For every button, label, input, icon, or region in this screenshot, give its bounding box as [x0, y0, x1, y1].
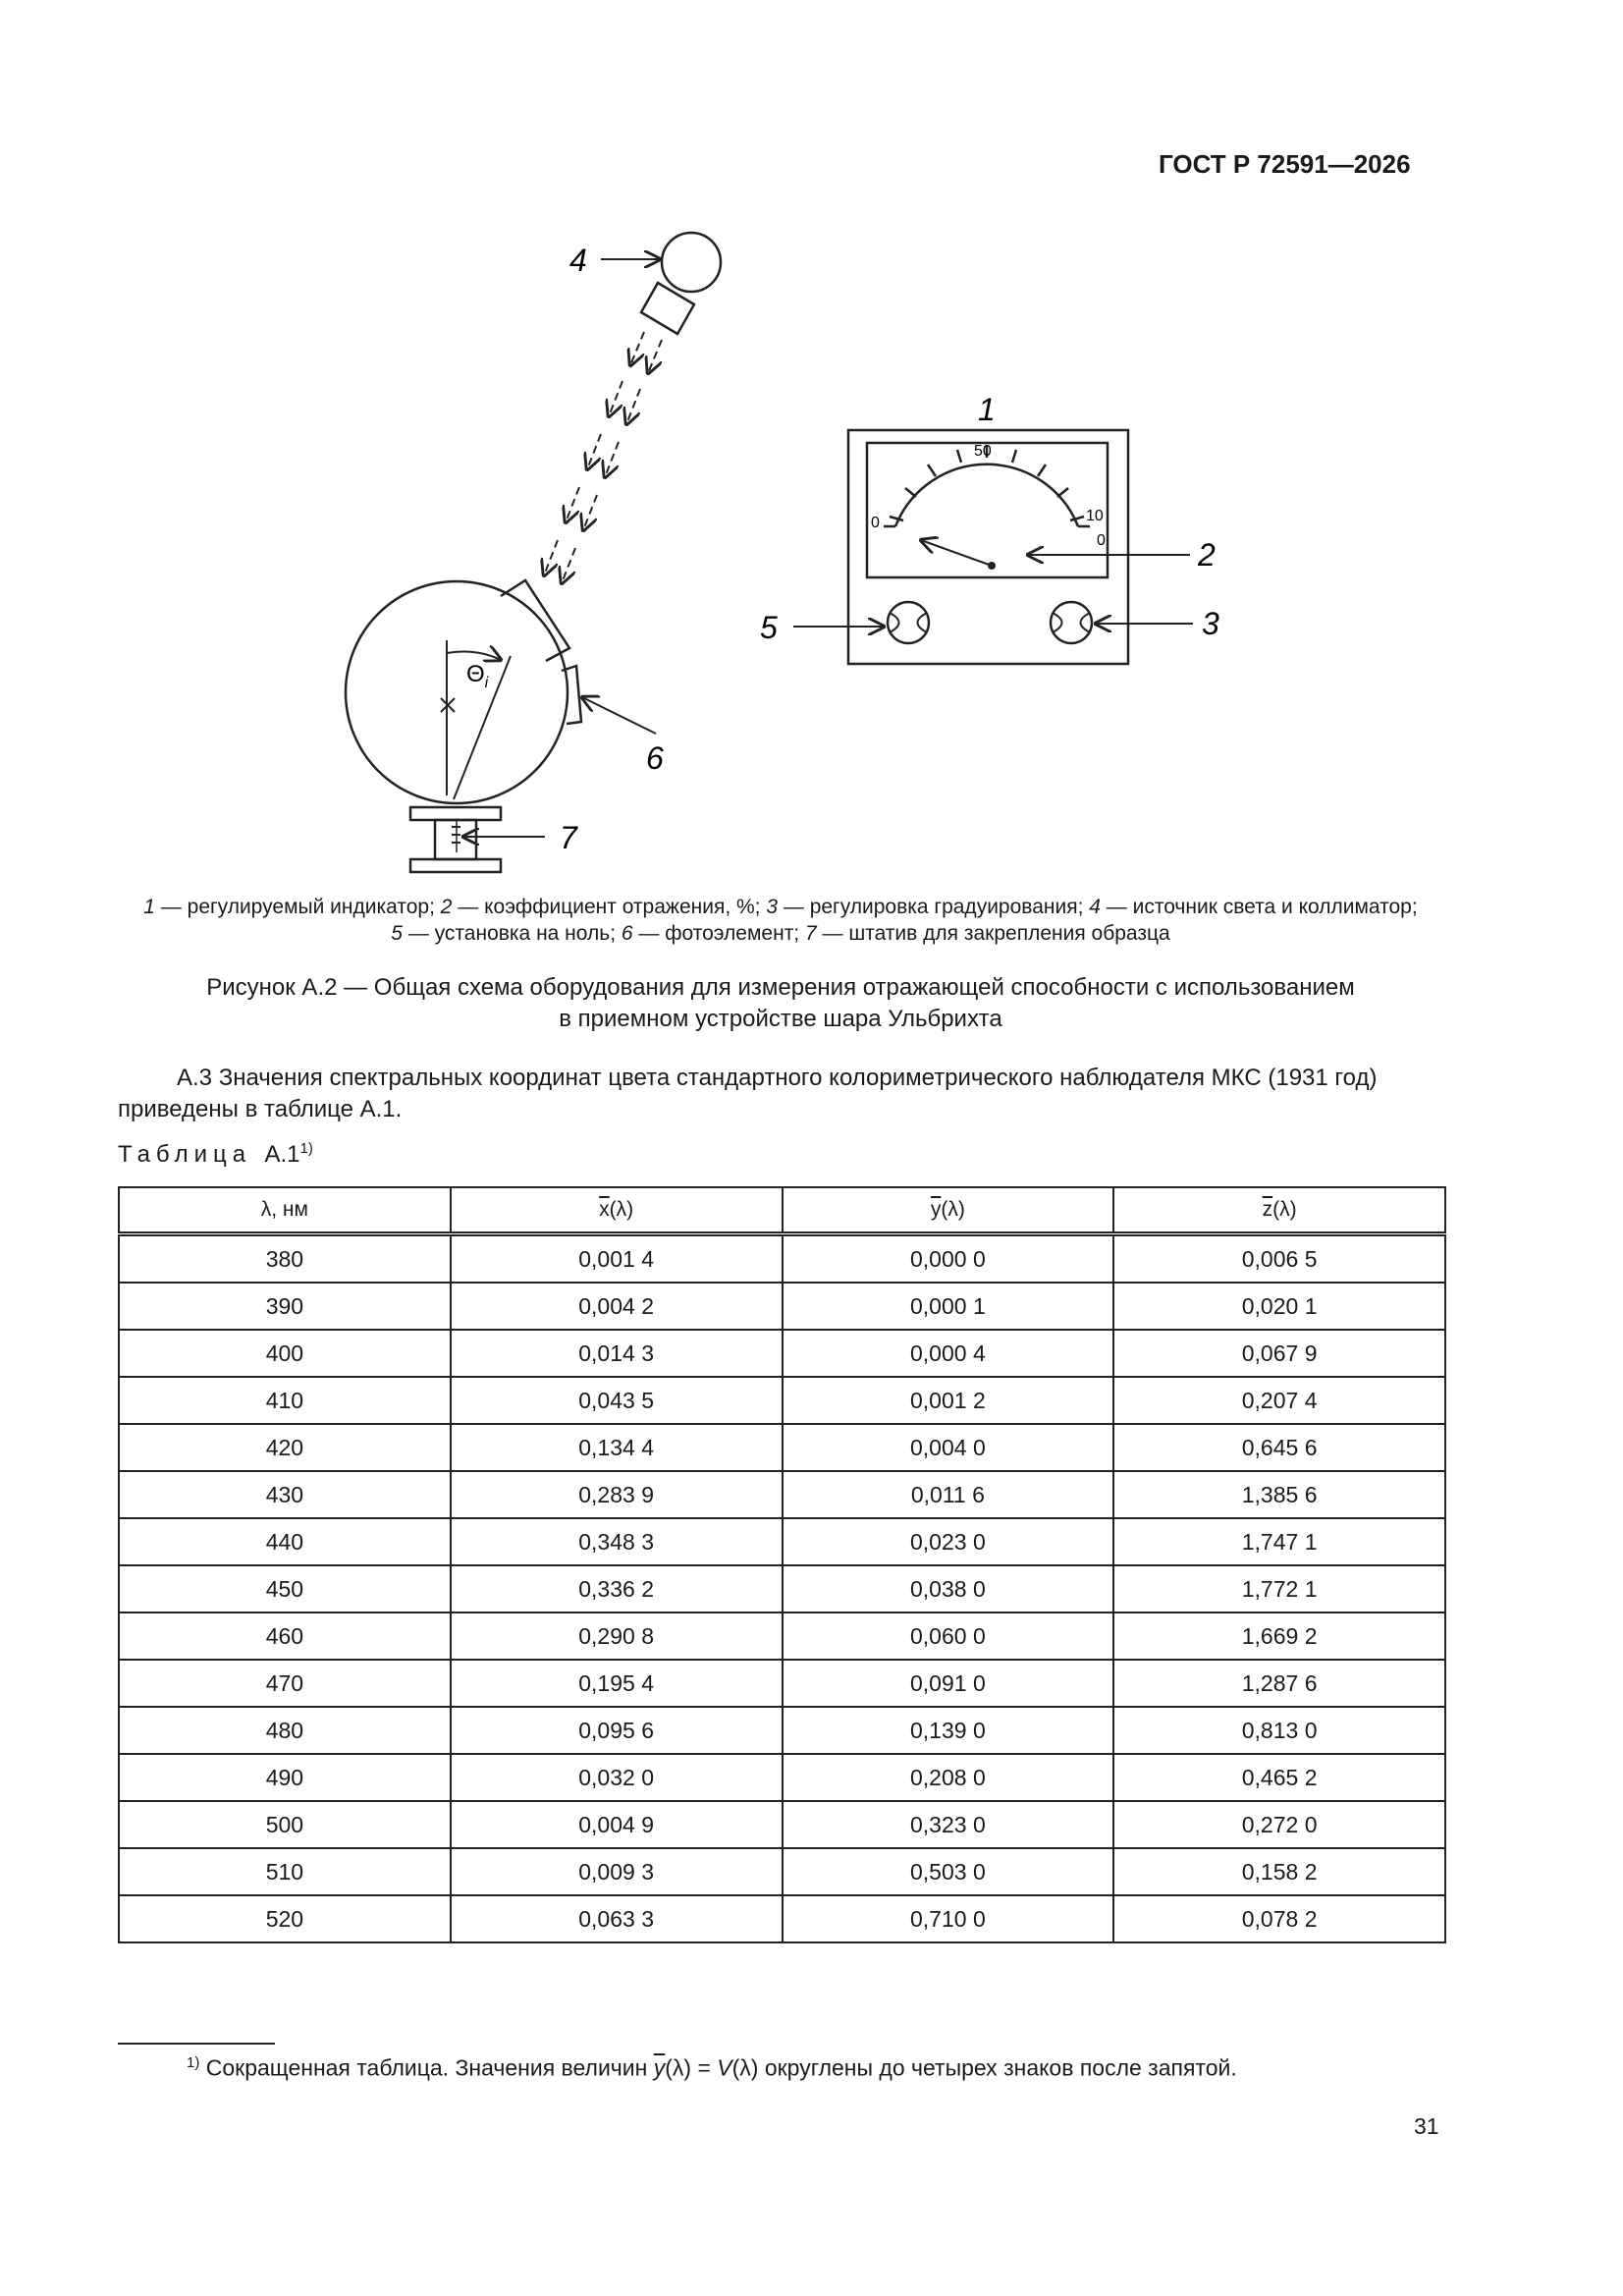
figure-caption-line-2: в приемном устройстве шара Ульбрихта	[559, 1006, 1002, 1032]
table-cell: 410	[119, 1377, 451, 1424]
light-rays	[544, 332, 662, 583]
table-cell: 0,813 0	[1113, 1707, 1445, 1754]
table-cell: 520	[119, 1895, 451, 1942]
paragraph-a3	[118, 1063, 1445, 1125]
footnote: $^{1)}$ Сокращенная таблица. Значения величин $\overline{y}(\lambda) = V(\lambda)$ округлены до четырех знаков после запятой.	[187, 2054, 1237, 2081]
table-cell: 0,283 9	[451, 1471, 783, 1518]
table-cell: 0,004 0	[783, 1424, 1114, 1471]
callout-2: 2	[1198, 537, 1216, 573]
figure-legend-line-1: 1 — регулируемый индикатор; 2 — коэффициент отражения, %; 3 — регулировка градуирования; 4 — источник света и коллиматор;	[143, 896, 1418, 918]
table-row	[119, 1801, 1445, 1848]
table-cell: 0,004 2	[451, 1283, 783, 1330]
table-cell: 420	[119, 1424, 451, 1471]
table-cell: 0,006 5	[1113, 1234, 1445, 1284]
header-wavelength: λ, нм	[119, 1187, 451, 1234]
callout-5: 5	[760, 610, 778, 645]
table-cell: 0,000 4	[783, 1330, 1114, 1377]
header-z-bar: $\overline{z}(\lambda)$	[1113, 1187, 1445, 1234]
callout-6: 6	[646, 740, 664, 776]
figure-caption-line-1: Рисунок А.2 — Общая схема оборудования для измерения отражающей способности с использованием	[206, 974, 1355, 1001]
figure-legend-line-2: 5 — установка на ноль; 6 — фотоэлемент; 7 — штатив для закрепления образца	[391, 922, 1170, 945]
page-number: 31	[1414, 2113, 1439, 2139]
table-cell: 0,000 1	[783, 1283, 1114, 1330]
table-cell: 0,000 0	[783, 1234, 1114, 1284]
table-cell: 0,645 6	[1113, 1424, 1445, 1471]
table-cell: 0,465 2	[1113, 1754, 1445, 1801]
table-cell: 0,207 4	[1113, 1377, 1445, 1424]
standard-number: ГОСТ Р 72591—2026	[1159, 149, 1411, 179]
table-cell: 440	[119, 1518, 451, 1565]
table-cell: 0,011 6	[783, 1471, 1114, 1518]
table-row	[119, 1754, 1445, 1801]
table-row	[119, 1613, 1445, 1660]
table-cell: 0,290 8	[451, 1613, 783, 1660]
table-cell: 490	[119, 1754, 451, 1801]
table-cell: 0,503 0	[783, 1848, 1114, 1895]
header-y-bar: $\overline{y}(\lambda)$	[783, 1187, 1114, 1234]
ulbricht-sphere	[346, 580, 581, 803]
dial-scale-50: 50	[974, 443, 992, 460]
footnote-rule	[118, 2043, 275, 2045]
table-row	[119, 1424, 1445, 1471]
table-header-row	[119, 1187, 1445, 1234]
callout-4: 4	[569, 243, 587, 278]
callout-7: 7	[560, 820, 577, 855]
table-cell: 0,078 2	[1113, 1895, 1445, 1942]
sample-stand	[410, 807, 501, 872]
table-cell: 0,038 0	[783, 1565, 1114, 1613]
table-cell: 0,032 0	[451, 1754, 783, 1801]
paragraph-line-2: приведены в таблице А.1.	[118, 1096, 403, 1122]
calibration-knob	[1051, 602, 1092, 643]
table-cell: 500	[119, 1801, 451, 1848]
table-cell: 0,063 3	[451, 1895, 783, 1942]
table-row	[119, 1283, 1445, 1330]
table-cell: 390	[119, 1283, 451, 1330]
table-row	[119, 1848, 1445, 1895]
table-cell: 450	[119, 1565, 451, 1613]
table-cell: 0,020 1	[1113, 1283, 1445, 1330]
table-row	[119, 1471, 1445, 1518]
table-cell: 510	[119, 1848, 451, 1895]
table-row	[119, 1707, 1445, 1754]
table-cell: 460	[119, 1613, 451, 1660]
table-row	[119, 1234, 1445, 1284]
table-cell: 0,001 4	[451, 1234, 783, 1284]
table-cell: 1,287 6	[1113, 1660, 1445, 1707]
table-cell: 0,272 0	[1113, 1801, 1445, 1848]
table-row	[119, 1377, 1445, 1424]
table-row	[119, 1565, 1445, 1613]
table-cell: 0,067 9	[1113, 1330, 1445, 1377]
callout-3: 3	[1202, 606, 1219, 641]
table-cell: 0,001 2	[783, 1377, 1114, 1424]
table-row	[119, 1895, 1445, 1942]
callout-1: 1	[978, 392, 996, 427]
callout-arrow-6	[582, 697, 656, 734]
table-cell: 0,208 0	[783, 1754, 1114, 1801]
table-cell: 1,385 6	[1113, 1471, 1445, 1518]
table-row	[119, 1660, 1445, 1707]
paragraph-line-1: А.3 Значения спектральных координат цвета стандартного колориметрического наблюдателя МКС (1931 год)	[177, 1065, 1378, 1091]
table-cell: 1,747 1	[1113, 1518, 1445, 1565]
table-cell: 0,158 2	[1113, 1848, 1445, 1895]
table-cell: 0,014 3	[451, 1330, 783, 1377]
dial-scale-100-top: 10	[1086, 508, 1104, 524]
table-cell: 0,348 3	[451, 1518, 783, 1565]
header-x-bar: $\overline{x}(\lambda)$	[451, 1187, 783, 1234]
adjustable-indicator	[848, 430, 1128, 664]
table-cell: 0,009 3	[451, 1848, 783, 1895]
table-cell: 0,139 0	[783, 1707, 1114, 1754]
table-cell: 0,195 4	[451, 1660, 783, 1707]
table-row	[119, 1330, 1445, 1377]
table-cell: 0,710 0	[783, 1895, 1114, 1942]
table-cell: 430	[119, 1471, 451, 1518]
table-cell: 0,004 9	[451, 1801, 783, 1848]
dial-scale-0: 0	[871, 515, 880, 531]
table-cell: 0,091 0	[783, 1660, 1114, 1707]
table-cell: 0,043 5	[451, 1377, 783, 1424]
table-cell: 400	[119, 1330, 451, 1377]
table-cell: 480	[119, 1707, 451, 1754]
angle-theta-label: $\Theta_i$	[466, 661, 489, 691]
table-cell: 0,336 2	[451, 1565, 783, 1613]
table-label: Таблица А.1$^{1)}$	[118, 1140, 313, 1168]
table-cell: 0,060 0	[783, 1613, 1114, 1660]
table-cell: 0,323 0	[783, 1801, 1114, 1848]
light-source	[641, 233, 721, 334]
table-cell: 470	[119, 1660, 451, 1707]
table-cell: 1,669 2	[1113, 1613, 1445, 1660]
cie-colour-matching-table	[118, 1186, 1446, 1943]
ulbricht-sphere-figure	[98, 216, 1276, 884]
table-cell: 0,134 4	[451, 1424, 783, 1471]
table-row	[119, 1518, 1445, 1565]
table-cell: 0,095 6	[451, 1707, 783, 1754]
table-cell: 1,772 1	[1113, 1565, 1445, 1613]
zero-adjust-knob	[888, 602, 929, 643]
table-cell: 0,023 0	[783, 1518, 1114, 1565]
table-cell: 380	[119, 1234, 451, 1284]
dial-scale-100-bottom: 0	[1097, 532, 1106, 549]
